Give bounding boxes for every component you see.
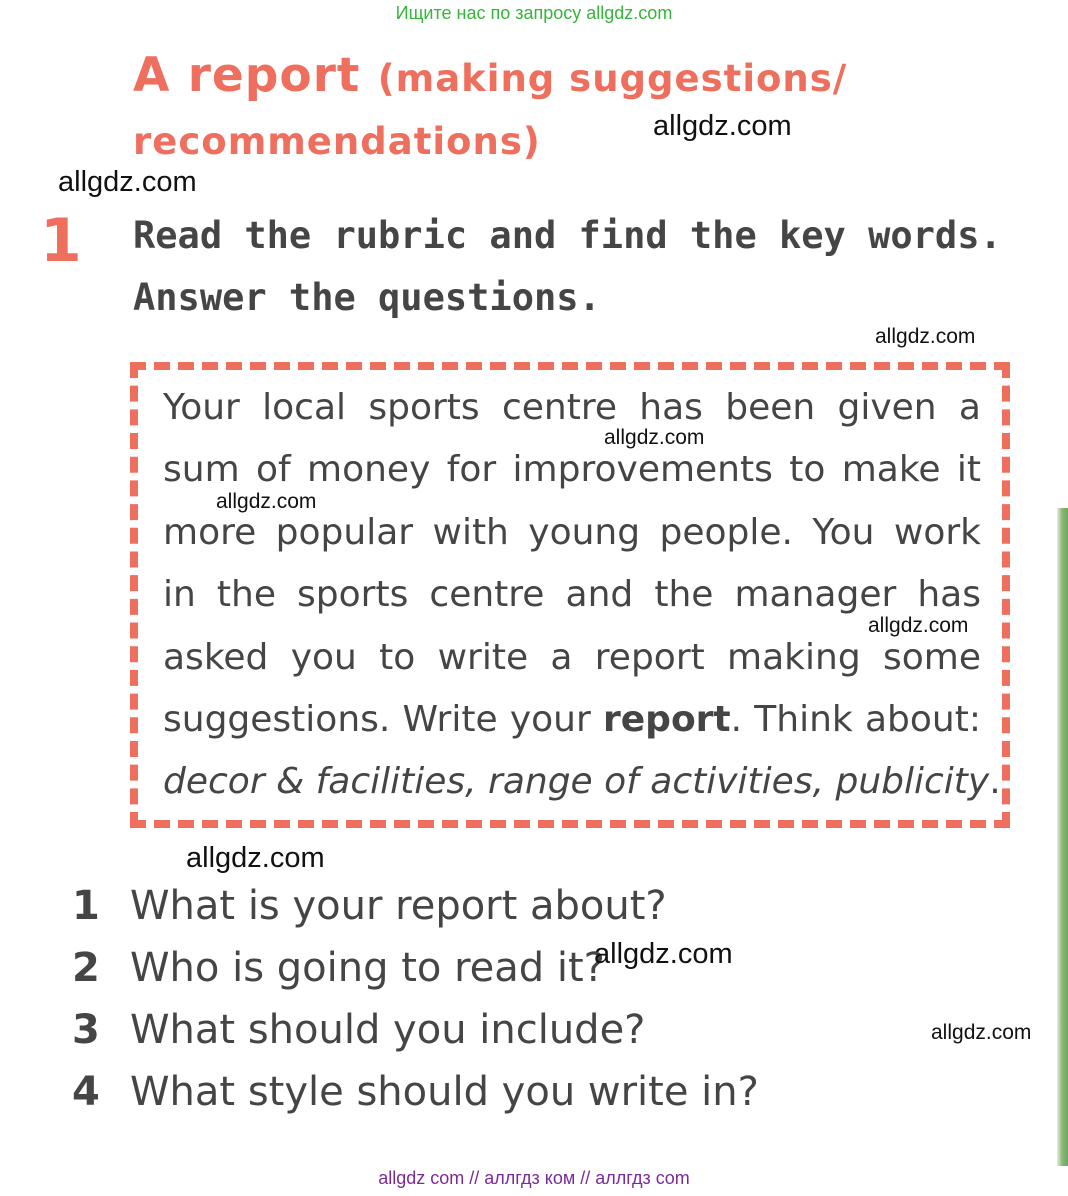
rubric-line-6 (163, 689, 981, 751)
rubric-line-6-start: suggestions. Write your (163, 699, 603, 741)
rubric-line-7 (163, 751, 1001, 813)
task-number: 1 (40, 206, 82, 276)
rubric-line-1: Your local sports centre has been given a (163, 387, 981, 428)
report-keyword: report (603, 699, 731, 741)
watermark: allgdz.com (594, 938, 733, 970)
rubric-text (163, 377, 1001, 814)
watermark: allgdz.com (216, 490, 317, 513)
question-list (72, 877, 972, 1125)
watermark: allgdz.com (931, 1021, 1032, 1044)
rubric-line-5: asked you to write a report making some (163, 636, 981, 678)
instruction-line-1: Read the rubric and find the key words. (133, 214, 1002, 257)
page-edge-stripe (1057, 508, 1068, 1166)
question-item (72, 877, 972, 939)
watermark: allgdz.com (604, 426, 705, 449)
rubric-line-7-end: . (989, 761, 1001, 803)
search-banner: Ищите нас по запросу allgdz.com (395, 3, 673, 23)
question-number: 2 (72, 945, 100, 991)
title-main: A report (133, 48, 361, 103)
footer-watermark: allgdz com // аллгдз ком // аллгдз com (378, 1168, 690, 1188)
question-number: 4 (72, 1069, 100, 1115)
question-item (72, 939, 972, 1001)
task-instruction (133, 205, 1009, 329)
rubric-line-3: more popular with young people. You work (163, 511, 981, 553)
question-text: What should you include? (130, 1007, 646, 1053)
watermark: allgdz.com (186, 842, 325, 874)
question-number: 1 (72, 883, 100, 929)
question-text: What is your report about? (130, 883, 667, 929)
question-number: 3 (72, 1007, 100, 1053)
rubric-line-2: sum of money for improvements to make it (163, 449, 981, 491)
section-title (133, 44, 1033, 173)
rubric-line-6-end: . Think about: (730, 699, 981, 741)
watermark: allgdz.com (868, 614, 969, 637)
question-text: Who is going to read it? (130, 945, 605, 991)
watermark: allgdz.com (58, 166, 197, 198)
question-text: What style should you write in? (130, 1069, 759, 1115)
title-parenthetical: (making suggestions/ (377, 57, 848, 100)
rubric-topics: decor & facilities, range of activities, publicity (163, 761, 990, 803)
question-item (72, 1063, 972, 1125)
rubric-line-4: in the sports centre and the manager has (163, 574, 981, 616)
question-item (72, 1001, 972, 1063)
title-parenthetical-cont: recommendations) (133, 120, 541, 163)
watermark: allgdz.com (653, 110, 792, 142)
instruction-line-2: Answer the questions. (133, 276, 601, 319)
watermark: allgdz.com (875, 325, 976, 348)
